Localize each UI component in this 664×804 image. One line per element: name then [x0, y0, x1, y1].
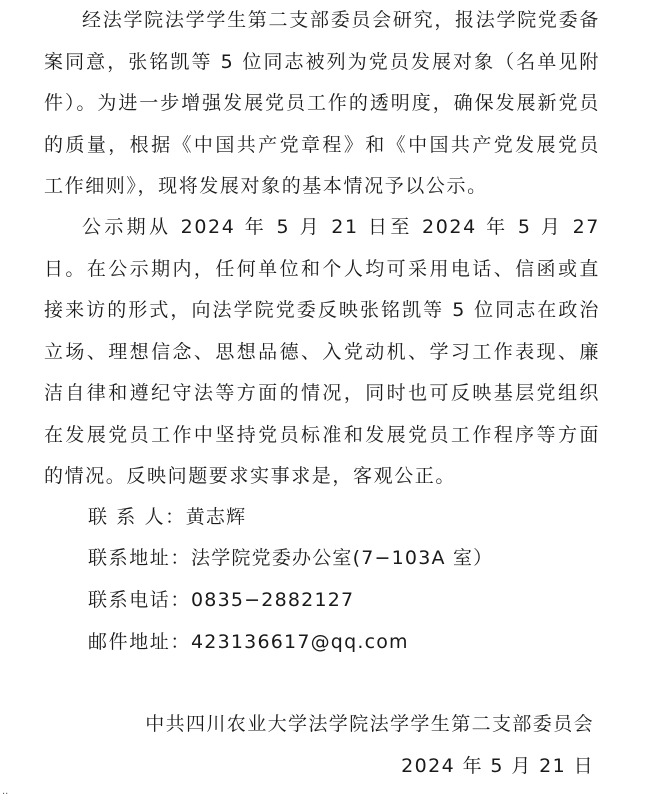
contact-address-label: 联系地址： [88, 547, 192, 569]
page-edge-dots: .. [2, 786, 9, 797]
contact-phone-value: 0835−2882127 [191, 589, 355, 611]
contact-person-line [88, 502, 246, 532]
contact-email-label: 邮件地址： [88, 631, 192, 653]
paragraph-publicity-period: 公示期从 2024 年 5 月 21 日至 2024 年 5 月 27 日。在公示期内，任何单位和个人均可采用电话、信函或直接来访的形式，向法学院党委反映张铭凯等 5 位同志在政治立场、理想信念、思想品德、入党动机、学习工作表现、廉洁自律和遵纪守法等方面的情况，同时也可反映基层党组织在发展党员工作中坚持党员标准和发展党员工作程序等方面的情况。反映问题要求实事求是，客观公正。 [44, 216, 600, 487]
signature-organization: 中共四川农业大学法学院法学学生第二支部委员会 [145, 713, 594, 735]
contact-phone-label: 联系电话： [88, 589, 192, 611]
contact-address-line [88, 543, 493, 573]
contact-phone-line [88, 585, 354, 615]
contact-person-label: 联 系 人： [88, 506, 186, 528]
contact-person-value: 黄志辉 [185, 506, 247, 528]
signature-date: 2024 年 5 月 21 日 [401, 755, 594, 777]
paragraph-intro: 经法学院法学学生第二支部委员会研究，报法学院党委备案同意，张铭凯等 5 位同志被列为党员发展对象（名单见附件）。为进一步增强发展党员工作的透明度，确保发展新党员的质量，根据《中国共产党章程》和《中国共产党发展党员工作细则》，现将发展对象的基本情况予以公示。 [44, 9, 600, 197]
contact-email-line [88, 627, 409, 657]
contact-address-value: 法学院党委办公室(7−103A 室） [191, 547, 494, 569]
contact-email-value: 423136617@qq.com [191, 631, 409, 653]
